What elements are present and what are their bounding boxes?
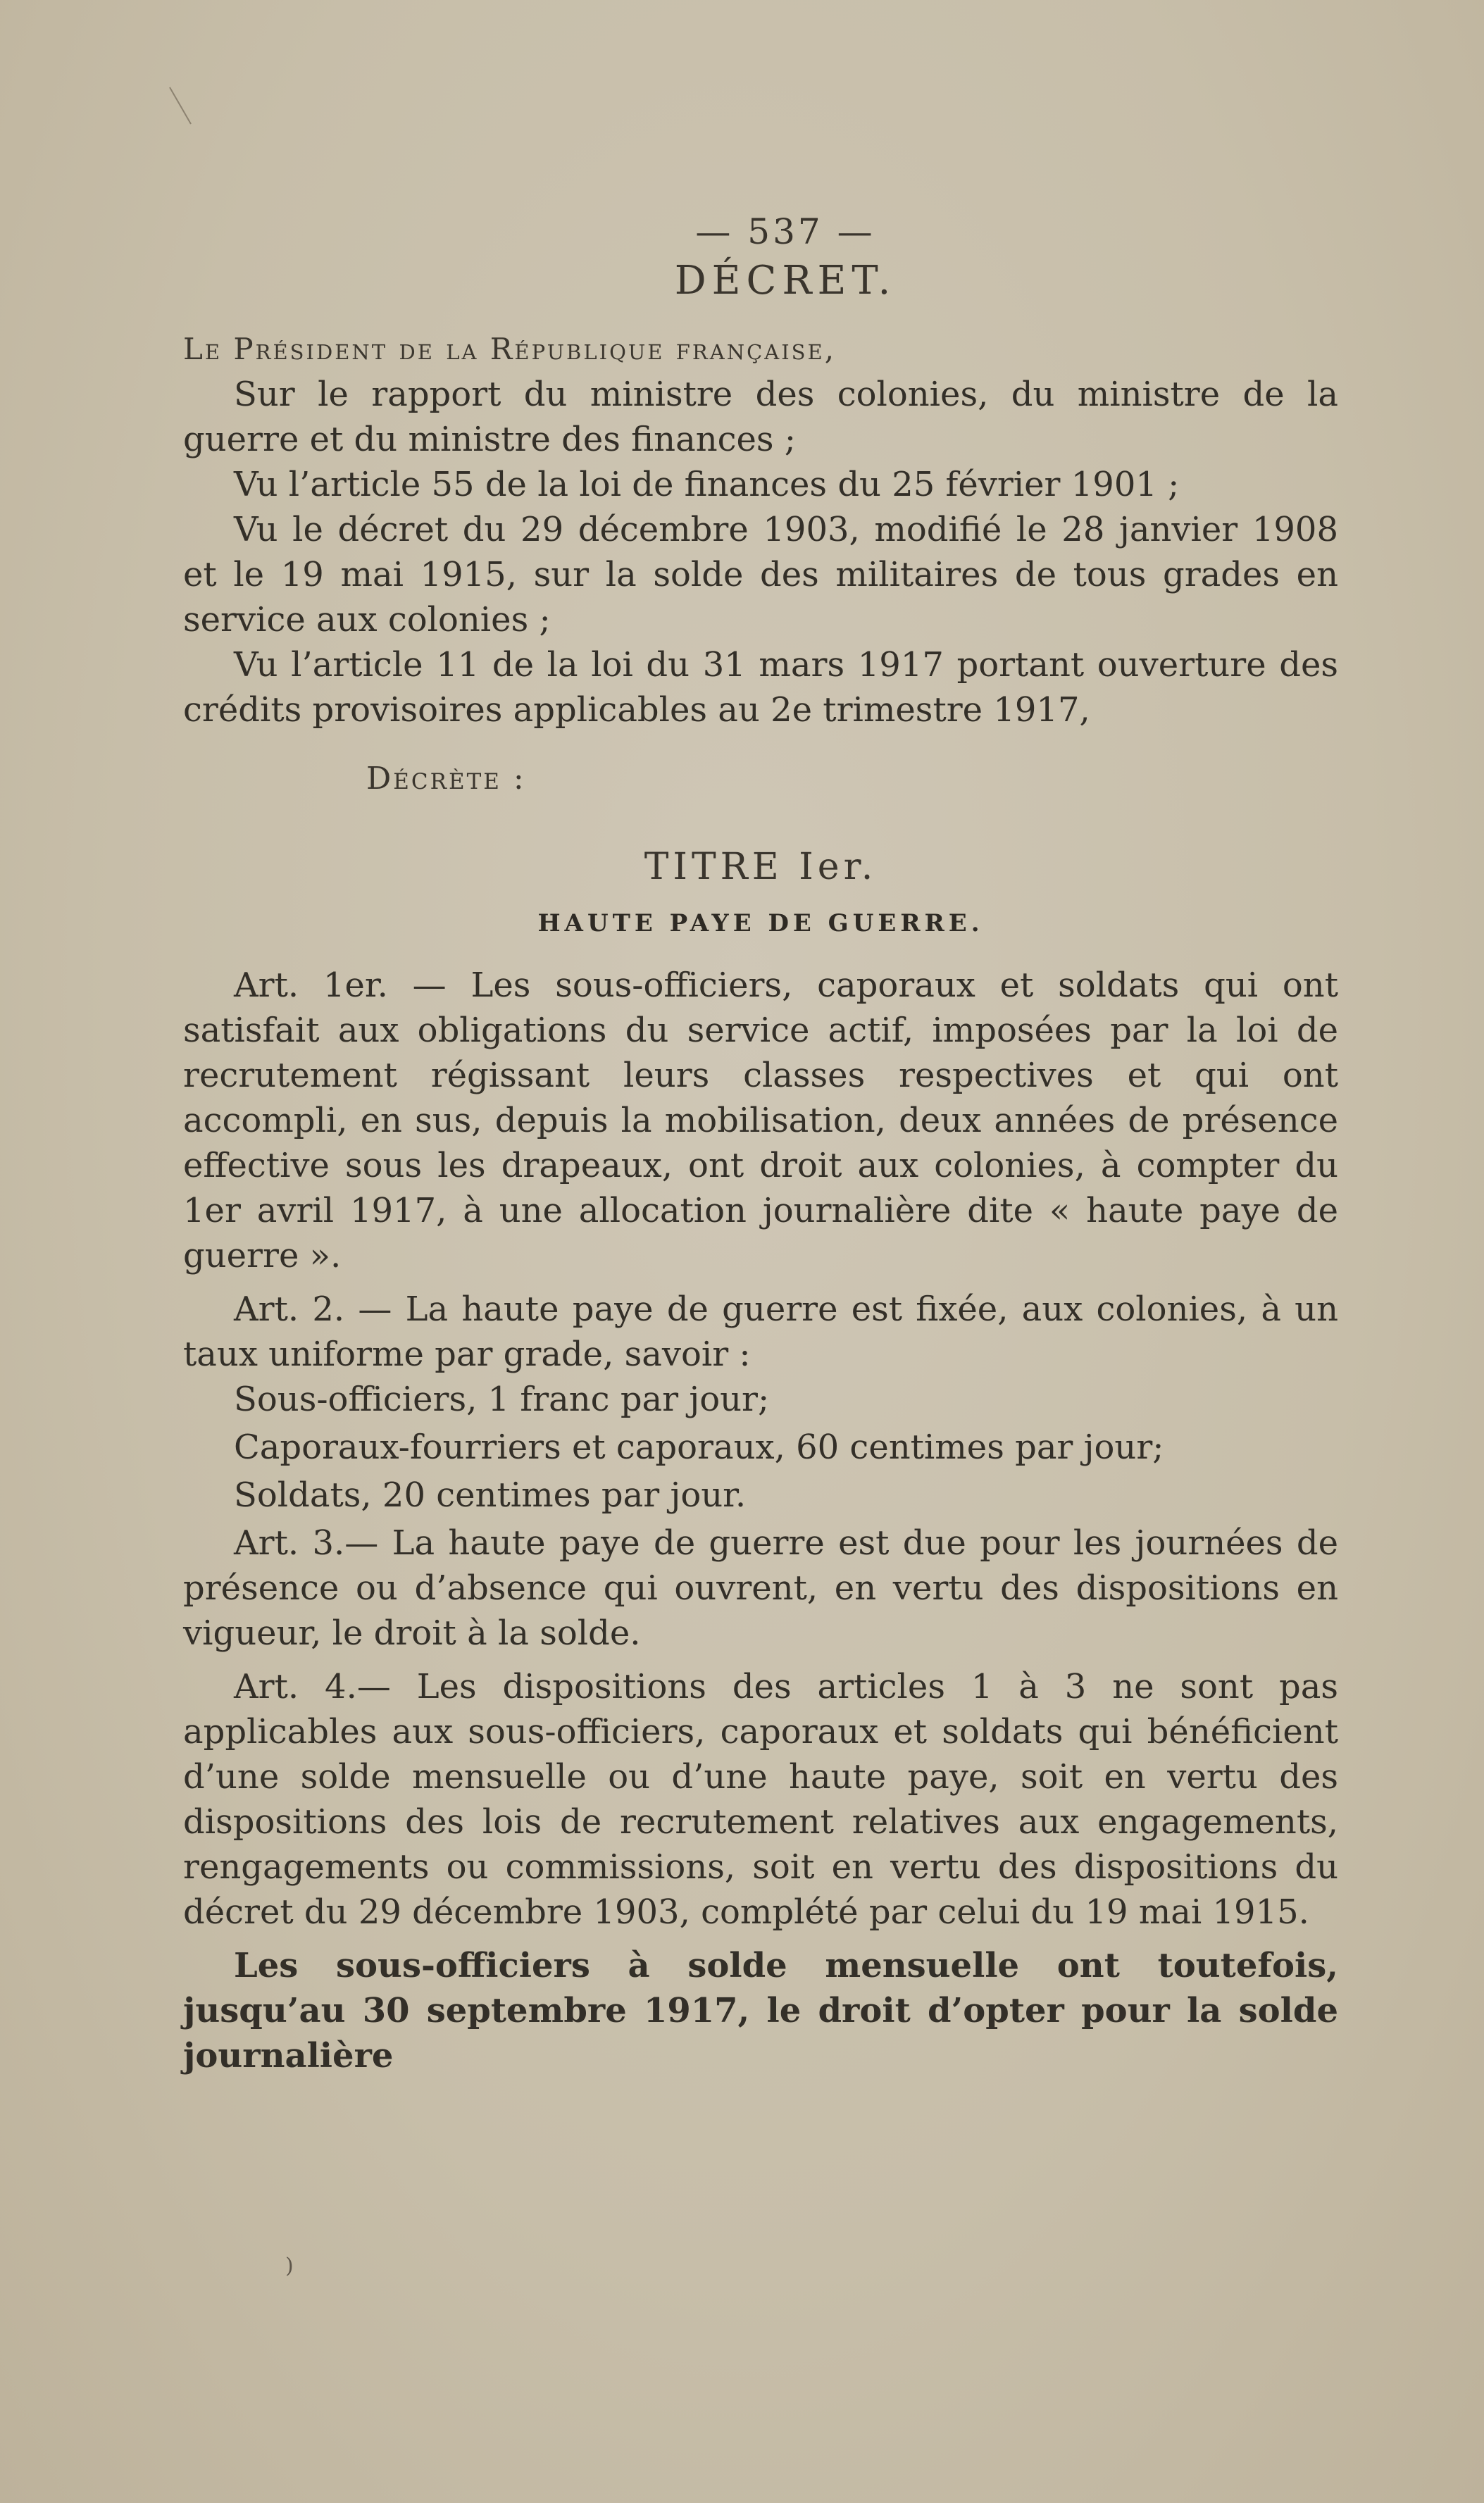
consideration-2: Vu l’article 55 de la loi de finances du 25 février 1901 ; <box>234 465 1180 504</box>
document-body <box>183 211 1338 2078</box>
article-4: Art. 4.— Les dispositions des articles 1 à 3 ne sont pas applicables aux sous-officiers, caporaux et soldats qui bénéficient d’une solde mensuelle ou d’une haute paye, soit en vertu des dispositions des lois de recrutement relatives aux engagements, rengagements ou commissions, soit en vertu des dispositions du décret du 29 décembre 1903, complété par celui du 19 mai 1915. <box>183 1667 1338 1932</box>
article-1: Art. 1er. — Les sous-officiers, caporaux et soldats qui ont satisfait aux obligations du service actif, imposées par la loi de recrutement régissant leurs classes respectives et qui ont accompli, en sus, depuis la mobilisation, deux années de présence effective sous les drapeaux, ont droit aux colonies, à compter du 1er avril 1917, à une allocation journalière dite « haute paye de guerre ». <box>183 966 1338 1275</box>
rate-soldats: Soldats, 20 centimes par jour. <box>234 1475 747 1515</box>
article-3: Art. 3.— La haute paye de guerre est due pour les journées de présence ou d’absence qui ouvrent, en vertu des dispositions en vigueur, le droit à la solde. <box>183 1523 1338 1653</box>
rate-caporaux: Caporaux-fourriers et caporaux, 60 centimes par jour; <box>234 1428 1164 1467</box>
rate-sous-officiers: Sous-officiers, 1 franc par jour; <box>234 1380 770 1419</box>
consideration-1: Sur le rapport du ministre des colonies, du ministre de la guerre et du ministre des finances ; <box>183 375 1338 459</box>
consideration-4: Vu l’article 11 de la loi du 31 mars 1917 portant ouverture des crédits provisoires applicables au 2e trimestre 1917, <box>183 645 1338 730</box>
consideration-3: Vu le décret du 29 décembre 1903, modifié le 28 janvier 1908 et le 19 mai 1915, sur la solde des militaires de tous grades en service aux colonies ; <box>183 510 1338 639</box>
closing-paragraph: Les sous-officiers à solde mensuelle ont toutefois, jusqu’au 30 septembre 1917, le droit d’opter pour la solde journalière <box>183 1946 1338 2076</box>
section-heading: HAUTE PAYE DE GUERRE. <box>537 909 984 937</box>
titre-label: TITRE Ier. <box>644 846 878 888</box>
preamble-president: Le Président de la République française, <box>183 332 837 366</box>
document-title: DÉCRET. <box>674 258 897 304</box>
scan-artifact <box>169 87 192 125</box>
article-2: Art. 2. — La haute paye de guerre est fixée, aux colonies, à un taux uniforme par grade, savoir : <box>183 1290 1338 1374</box>
decrete-label: Décrète : <box>366 761 526 797</box>
page-number: — 537 — <box>695 211 875 252</box>
footer-mark: ) <box>285 2254 294 2278</box>
